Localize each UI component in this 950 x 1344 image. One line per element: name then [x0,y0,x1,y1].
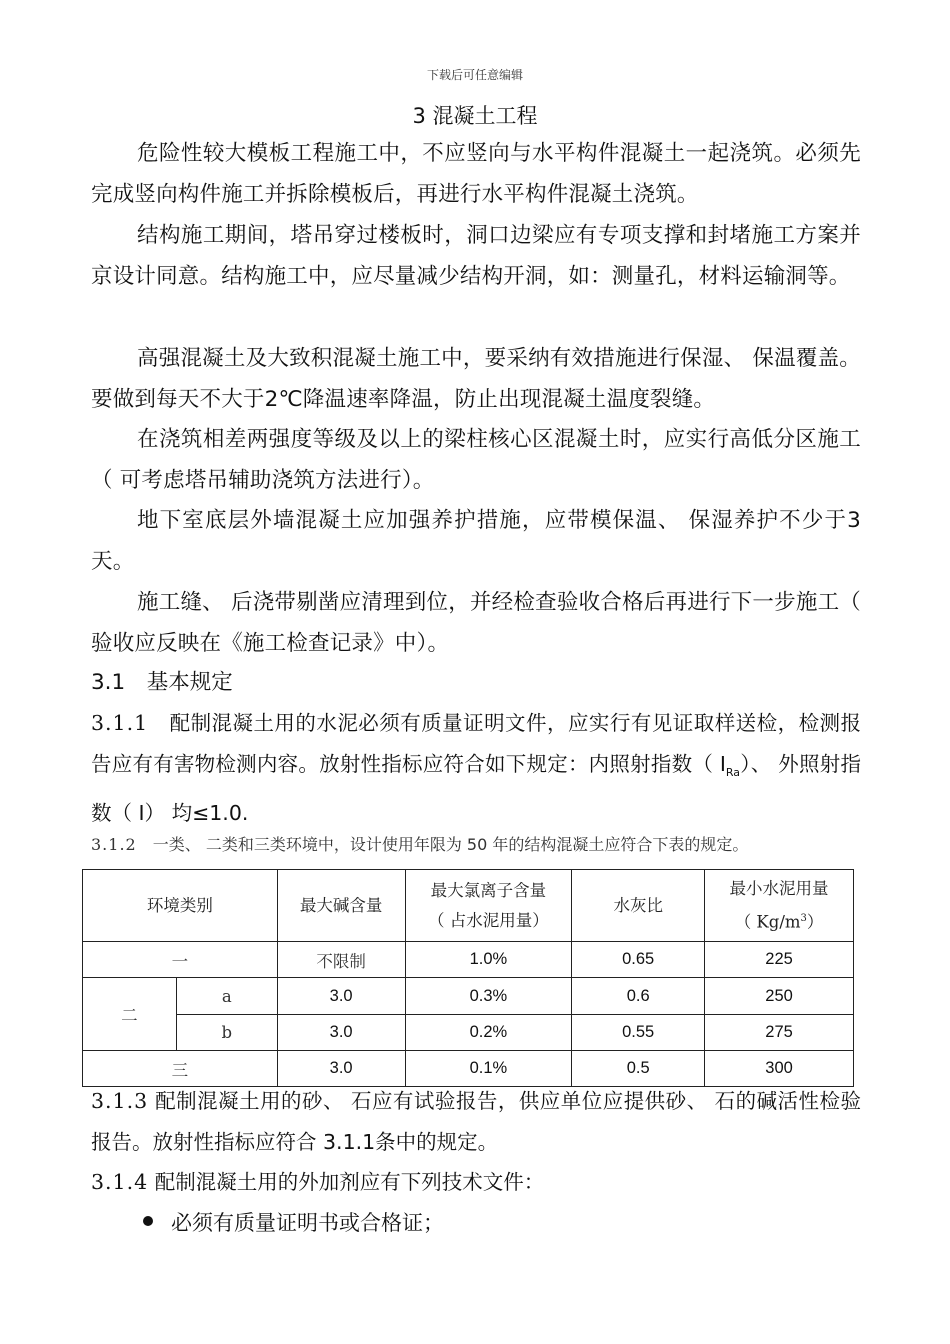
cell-alkali: 3.0 [277,1015,405,1051]
concrete-requirements-table [82,869,854,1087]
cement-unit: （ Kg/m [734,912,801,932]
cell-wc: 0.55 [572,1015,705,1051]
header-alkali: 最大碱含量 [277,870,405,942]
subscript-ra: Ra [725,766,741,780]
clause-text: 配制混凝土用的外加剂应有下列技术文件： [154,1170,545,1194]
header-cement-line1: 最小水泥用量 [729,878,829,898]
cell-wc: 0.5 [572,1051,705,1087]
bullet-dot-icon [143,1216,153,1226]
cell-env: 二 [83,978,177,1051]
table-header-row [83,870,854,942]
header-cement-line2 [705,904,853,938]
cell-chloride: 1.0% [405,942,572,978]
table-row [83,942,854,978]
table-row [83,978,854,1015]
clause-text: 一类、 二类和三类环境中，设计使用年限为 50 年的结构混凝土应符合下表的规定。 [152,835,749,854]
clause-text-end: ）、 外照射指数（ I） 均≤1.0. [91,752,861,826]
clause-3-1-1 [91,703,861,834]
cell-cement: 275 [705,1015,854,1051]
cell-wc: 0.65 [572,942,705,978]
page-header: 下载后可任意编辑 [426,68,523,82]
cell-alkali: 3.0 [277,978,405,1015]
paragraph-2: 结构施工期间，塔吊穿过楼板时，洞口边梁应有专项支撑和封堵施工方案并京设计同意。结构施工中，应尽量减少结构开洞，如：测量孔，材料运输洞等。 [91,223,861,289]
paragraph-1: 危险性较大模板工程施工中，不应竖向与水平构件混凝土一起浇筑。必须先完成竖向构件施工并拆除模板后，再进行水平构件混凝土浇筑。 [91,141,861,207]
header-chloride [405,870,572,942]
clause-text: 配制混凝土用的砂、 石应有试验报告，供应单位应提供砂、 石的碱活性检验报告。放射性指标应符合 3.1.1条中的规定。 [91,1089,861,1154]
cell-chloride: 0.2% [405,1015,572,1051]
cell-chloride: 0.3% [405,978,572,1015]
cell-cement: 250 [705,978,854,1015]
bullet-item [143,1203,444,1244]
header-env: 环境类别 [83,870,278,942]
header-cement [705,870,854,942]
cell-env: 一 [83,942,278,978]
bullet-text: 必须有质量证明书或合格证； [171,1211,444,1235]
cement-unit-end: ） [806,912,824,932]
section-heading-3-1: 3.1 基本规定 [91,670,233,695]
paragraph-4: 在浇筑相差两强度等级及以上的梁柱核心区混凝土时，应实行高低分区施工（ 可考虑塔吊辅助浇筑方法进行）。 [91,427,861,493]
clause-number: 3.1.2 [91,835,137,854]
cell-cement: 225 [705,942,854,978]
cell-env: 三 [83,1051,278,1087]
cell-subclass: a [176,978,277,1015]
cell-wc: 0.6 [572,978,705,1015]
header-chloride-line2: （ 占水泥用量） [428,910,549,930]
clause-3-1-2 [91,834,861,856]
cell-chloride: 0.1% [405,1051,572,1087]
header-wc: 水灰比 [572,870,705,942]
cell-alkali: 不限制 [277,942,405,978]
clause-3-1-4 [91,1162,861,1203]
table-row [83,1015,854,1051]
clause-number: 3.1.3 [91,1089,149,1113]
clause-text: 配制混凝土用的水泥必须有质量证明文件，应实行有见证取样送检，检测报告应有有害物检测内容。放射性指标应符合如下规定：内照射指数（ I [91,711,862,776]
clause-3-1-3 [91,1081,861,1163]
paragraph-6: 施工缝、 后浇带剔凿应清理到位，并经检查验收合格后再进行下一步施工（ 验收应反映在《施工检查记录》中）。 [91,590,861,656]
paragraph-3: 高强混凝土及大致积混凝土施工中，要采纳有效措施进行保湿、 保温覆盖。要做到每天不大于2℃降温速率降温，防止出现混凝土温度裂缝。 [91,346,861,412]
paragraph-5: 地下室底层外墙混凝土应加强养护措施，应带模保温、 保湿养护不少于3天。 [91,508,861,574]
cell-subclass: b [176,1015,277,1051]
chapter-title: 3 混凝土工程 [412,104,538,128]
cell-alkali: 3.0 [277,1051,405,1087]
cement-unit-sup: 3 [800,912,807,924]
header-chloride-line1: 最大氯离子含量 [430,880,547,900]
clause-number: 3.1.1 [91,711,149,735]
cell-cement: 300 [705,1051,854,1087]
clause-number: 3.1.4 [91,1170,149,1194]
